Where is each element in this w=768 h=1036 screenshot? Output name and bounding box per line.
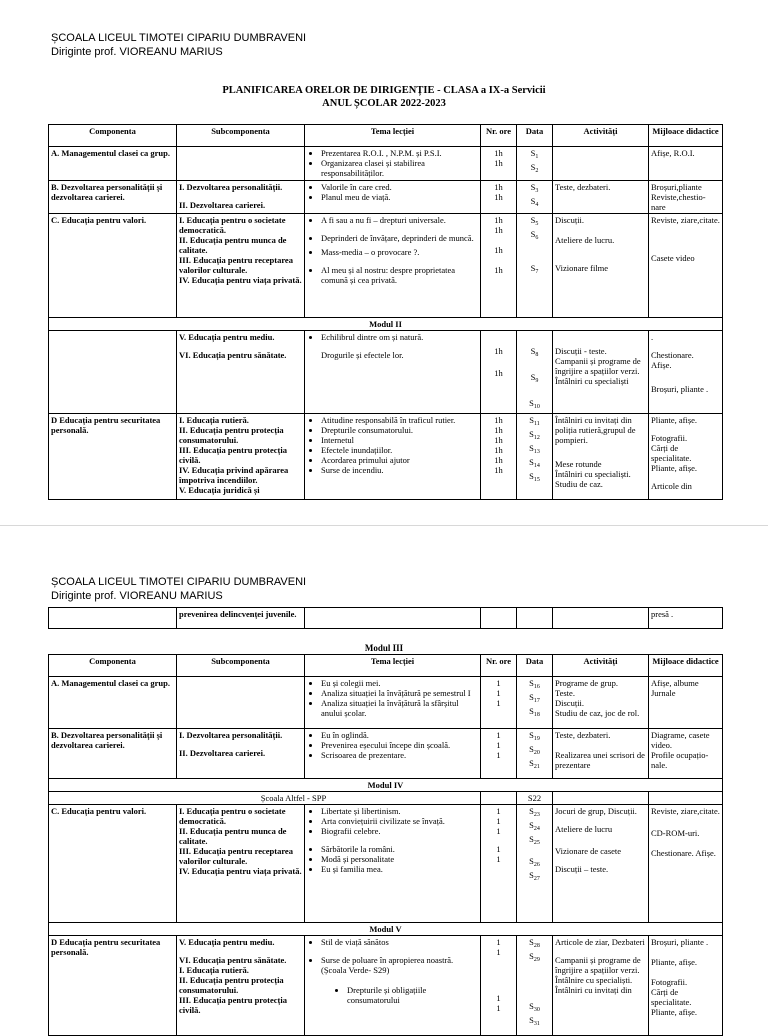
header-data: Data — [517, 655, 553, 677]
activity: Articole de ziar, Dezbateri — [555, 937, 645, 947]
tema-item: • Al meu și al nostru: despre proprietatea comună și cea privată. — [321, 265, 478, 285]
data-cell — [517, 677, 553, 729]
ore-value: 1 — [496, 730, 501, 740]
activity: Discuții. — [555, 215, 585, 225]
school-name: ȘCOALA LICEUL TIMOTEI CIPARIU DUMBRAVENI — [51, 576, 307, 588]
activity: Discuții - teste. — [555, 346, 607, 356]
ore-value: 1h — [494, 225, 503, 235]
ore-value: 1 — [496, 993, 501, 1003]
activity: Întâlniri cu specialiști. — [555, 469, 631, 479]
resource: CD-ROM-uri. — [651, 828, 700, 838]
tema-item: • Stil de viață sănătos — [321, 937, 478, 947]
module-3-title: Modul III — [364, 643, 404, 653]
ore-cell — [481, 936, 517, 1036]
ore-value: 1h — [494, 445, 503, 455]
sub-item: II. Educația pentru munca de calitate. — [179, 235, 287, 255]
sub-item: II. Educația pentru protecția consumatorului. — [179, 975, 284, 995]
week-value: $S_{28}$ — [529, 937, 540, 949]
resource: Profile ocupațio-nale. — [651, 750, 709, 770]
document-title: PLANIFICAREA ORELOR DE DIRIGENȚIE - CLASA a IX-a Servicii — [222, 85, 546, 96]
tema-item: • Eu și familia mea. — [321, 864, 478, 874]
tema-cell — [305, 181, 481, 214]
componenta-cell: A. Managementul clasei ca grup. — [49, 677, 177, 729]
planning-table-1 — [48, 124, 723, 500]
module-row — [49, 318, 723, 331]
subcomponenta-cell: prevenirea delincvenței juvenile. — [177, 608, 305, 629]
sub-item: IV. Educația pentru viața privată. — [179, 866, 302, 876]
week-value: $S_{13}$ — [529, 443, 540, 455]
resource: Chestionare. — [651, 350, 694, 360]
tema-item: • Libertate și libertinism. — [321, 806, 478, 816]
activitati-cell — [553, 414, 649, 500]
sub-item: II. Educația pentru munca de calitate. — [179, 826, 287, 846]
resource: Fotografii. — [651, 433, 688, 443]
tema-item: • Organizarea clasei și stabilirea responsabilităților. — [321, 158, 478, 178]
data-cell — [517, 214, 553, 318]
data-cell — [517, 805, 553, 923]
resource: Reviste, ziare,citate. — [651, 215, 720, 225]
ore-value: 1h — [494, 245, 503, 255]
mijloace-cell: Broșuri,pliante Reviste,chestio-nare — [649, 181, 723, 214]
table-row — [49, 792, 723, 805]
activitati-cell — [553, 805, 649, 923]
sub-item: V. Educația pentru mediu. — [179, 332, 275, 342]
ore-value: 1h — [494, 148, 503, 158]
tema-cell — [305, 729, 481, 779]
activitati-cell — [553, 147, 649, 181]
resource: . — [651, 332, 654, 342]
teacher-name: Diriginte prof. VIOREANU MARIUS — [51, 46, 223, 58]
subcomponenta-cell — [177, 805, 305, 923]
tema-item: • Drepturile consumatorului. — [321, 425, 478, 435]
sub-item: V. Educația pentru mediu. — [179, 937, 275, 947]
componenta-cell: D Educația pentru securitatea personală. — [49, 414, 177, 500]
week-value: $S_{20}$ — [529, 744, 540, 756]
sub-item: IV. Educația pentru viața privată. — [179, 275, 302, 285]
tema-item: • Internetul — [321, 435, 478, 445]
tema-item: • Efectele inundațiilor. — [321, 445, 478, 455]
resource: Afișe. — [651, 360, 672, 370]
activity: Întâlniri cu invitați din poliția rutieră,grupul de pompieri. — [555, 415, 636, 445]
table-header-row — [49, 655, 723, 677]
subcomponenta-cell — [177, 181, 305, 214]
table-row — [49, 936, 723, 1036]
mijloace-cell — [649, 214, 723, 318]
sub-item: III. Educația pentru receptarea valorilor culturale. — [179, 255, 293, 275]
subcomponenta-cell — [177, 677, 305, 729]
sub-item: II. Dezvoltarea carierei. — [179, 748, 266, 758]
week-value: $S_{17}$ — [529, 692, 540, 704]
ore-value: 1 — [496, 806, 501, 816]
tema-item: • Sărbătorile la români. — [321, 844, 478, 854]
week-value: $S_{16}$ — [529, 678, 540, 690]
resource: Pliante, afișe. — [651, 415, 698, 425]
ore-value: 1 — [496, 826, 501, 836]
componenta-cell: C. Educația pentru valori. — [49, 805, 177, 923]
table-row — [49, 805, 723, 923]
ore-value: 1h — [494, 465, 503, 475]
week-value: $S_{23}$ — [529, 806, 540, 818]
ore-value: 1 — [496, 947, 501, 957]
mijloace-cell: Afișe, R.O.I. — [649, 147, 723, 181]
sub-item: VI. Educația pentru sănătate. — [179, 955, 287, 965]
tema-item: • Arta conviețuirii civilizate se învață. — [321, 816, 478, 826]
componenta-cell: D Educația pentru securitatea personală. — [49, 936, 177, 1036]
activity: Discuții. — [555, 698, 585, 708]
header-data: Data — [517, 125, 553, 147]
tema-item: • Scrisoarea de prezentare. — [321, 750, 478, 760]
tema-item: • Atitudine responsabilă în traficul rutier. — [321, 415, 478, 425]
week-value: $S_{27}$ — [529, 870, 540, 882]
activitati-cell — [553, 331, 649, 414]
week-value: $S_6$ — [530, 229, 539, 241]
data-cell — [517, 181, 553, 214]
activity: Jocuri de grup, Discuții. — [555, 806, 637, 816]
data-cell — [517, 414, 553, 500]
mijloace-cell — [649, 936, 723, 1036]
ore-value: 1 — [496, 740, 501, 750]
activitati-cell — [553, 792, 649, 805]
activity: Studiu de caz. — [555, 479, 603, 489]
tema-item: • Prezentarea R.O.I. , N.P.M. și P.S.I. — [321, 148, 478, 158]
ore-value: 1 — [496, 937, 501, 947]
tema-item: • Mass-media – o provocare ?. — [321, 247, 478, 257]
ore-value: 1h — [494, 435, 503, 445]
module-row — [49, 779, 723, 792]
activity: Realizarea unei scrisori de prezentare — [555, 750, 645, 770]
mijloace-cell — [649, 792, 723, 805]
sub-item: IV. Educația privind apărarea împotriva incendiilor. — [179, 465, 289, 485]
sub-item: II. Dezvoltarea carierei. — [179, 200, 266, 210]
header-componenta: Componenta — [49, 125, 177, 147]
week-value: $S_{30}$ — [529, 1001, 540, 1013]
mijloace-cell — [649, 414, 723, 500]
tema-item: Drogurile și efectele lor. — [321, 350, 404, 360]
resource: Articole din — [651, 481, 692, 491]
teacher-name: Diriginte prof. VIOREANU MARIUS — [51, 590, 223, 602]
ore-value: 1h — [494, 192, 503, 202]
tema-cell — [305, 936, 481, 1036]
tema-item: • Acordarea primului ajutor — [321, 455, 478, 465]
header-activitati: Activități — [553, 125, 649, 147]
ore-cell — [481, 608, 517, 629]
tema-cell — [305, 331, 481, 414]
tema-item: • Echilibrul dintre om și natură. — [321, 332, 478, 342]
school-year: ANUL ȘCOLAR 2022-2023 — [322, 98, 446, 109]
ore-value: 1 — [496, 816, 501, 826]
sub-item: VI. Educația pentru sănătate. — [179, 350, 287, 360]
data-cell: S22 — [517, 792, 553, 805]
ore-value: 1 — [496, 1003, 501, 1013]
week-value: $S_8$ — [530, 346, 539, 358]
componenta-cell — [49, 331, 177, 414]
ore-cell — [481, 181, 517, 214]
resource: Cărți de specialitate. — [651, 443, 692, 463]
sub-item: III. Educația pentru protecția civilă. — [179, 995, 287, 1015]
activity: Teste. — [555, 688, 575, 698]
activity: Întâlnire cu specialiști. — [555, 975, 633, 985]
ore-cell — [481, 414, 517, 500]
table-row — [49, 214, 723, 318]
tema-cell — [305, 414, 481, 500]
ore-value: 1h — [494, 346, 503, 356]
activity: Campanii și programe de îngrijire a spațiilor verzi. — [555, 356, 641, 376]
tema-cell — [305, 214, 481, 318]
activitati-cell — [553, 936, 649, 1036]
week-value: $S_{12}$ — [529, 429, 540, 441]
sub-item: I. Dezvoltarea personalității. — [179, 730, 283, 740]
ore-value: 1 — [496, 688, 501, 698]
sub-item: I. Educația rutieră. — [179, 965, 249, 975]
tema-item: • Surse de incendiu. — [321, 465, 478, 475]
week-value: $S_{15}$ — [529, 471, 540, 483]
ore-cell — [481, 147, 517, 181]
activity: Campanii și programe de îngrijire a spațiilor verzi. — [555, 955, 641, 975]
activity: Studiu de caz, joc de rol. — [555, 708, 640, 718]
header-mijloace: Mijloace didactice — [649, 125, 723, 147]
ore-value: 1h — [494, 415, 503, 425]
ore-cell — [481, 214, 517, 318]
week-value: $S_{11}$ — [529, 415, 540, 427]
subcomponenta-cell — [177, 414, 305, 500]
week-value: $S_{21}$ — [529, 758, 540, 770]
mijloace-cell: Afișe, albume Jurnale — [649, 677, 723, 729]
week-value: $S_7$ — [530, 263, 539, 275]
sub-item: II. Educația pentru protecția consumatorului. — [179, 425, 284, 445]
mijloace-cell: presă . — [649, 608, 723, 629]
tema-item: • Analiza situației la învățătură la sfârșitul anului școlar. — [321, 698, 478, 718]
sub-item: III. Educația pentru receptarea valorilor culturale. — [179, 846, 293, 866]
week-value: $S_3$ — [530, 182, 539, 194]
tema-item: • Deprinderi de învățare, deprinderi de muncă. — [321, 233, 478, 243]
ore-cell — [481, 792, 517, 805]
week-value: $S_9$ — [530, 372, 539, 384]
tema-cell — [305, 805, 481, 923]
componenta-cell: B. Dezvoltarea personalității și dezvoltarea carierei. — [49, 181, 177, 214]
activitati-cell — [553, 729, 649, 779]
activitati-cell — [553, 214, 649, 318]
table-row — [49, 331, 723, 414]
module-title: Modul IV — [49, 779, 723, 792]
week-value: $S_{25}$ — [529, 834, 540, 846]
subcomponenta-cell — [177, 214, 305, 318]
header-tema: Tema lecției — [305, 125, 481, 147]
componenta-cell: C. Educația pentru valori. — [49, 214, 177, 318]
sub-item: I. Educația rutieră. — [179, 415, 249, 425]
data-cell — [517, 608, 553, 629]
table-row — [49, 147, 723, 181]
header-nr-ore: Nr. ore — [481, 125, 517, 147]
ore-value: 1 — [496, 854, 501, 864]
table-row — [49, 729, 723, 779]
table-row — [49, 181, 723, 214]
tema-item: • Eu în oglindă. — [321, 730, 478, 740]
week-value: $S_5$ — [530, 215, 539, 227]
week-value: $S_4$ — [530, 196, 539, 208]
componenta-cell — [49, 608, 177, 629]
tema-item: • Drepturile și obligațiile consumatorului — [347, 985, 478, 1005]
resource: Pliante, afișe. — [651, 463, 698, 473]
activity: Întâlniri cu invitați din — [555, 985, 632, 995]
data-cell — [517, 936, 553, 1036]
week-value: $S_{29}$ — [529, 951, 540, 963]
subcomponenta-cell — [177, 147, 305, 181]
school-name: ȘCOALA LICEUL TIMOTEI CIPARIU DUMBRAVENI — [51, 32, 307, 44]
ore-value: 1 — [496, 844, 501, 854]
module-title: Modul V — [49, 923, 723, 936]
activity: Teste, dezbateri. — [555, 730, 611, 740]
ore-value: 1 — [496, 750, 501, 760]
ore-value: 1 — [496, 678, 501, 688]
tema-item: • Surse de poluare în apropierea noastră.(Școala Verde- S29) — [321, 955, 478, 975]
ore-cell — [481, 729, 517, 779]
week-value: $S_{14}$ — [529, 457, 540, 469]
week-value: $S_{19}$ — [529, 730, 540, 742]
continuation-table — [48, 607, 723, 629]
table-row — [49, 677, 723, 729]
sub-item: I. Dezvoltarea personalității. — [179, 182, 283, 192]
ore-value: 1h — [494, 368, 503, 378]
resource: Diagrame, casete video. — [651, 730, 710, 750]
week-value: $S_2$ — [530, 162, 539, 174]
componenta-cell: B. Dezvoltarea personalității și dezvoltarea carierei. — [49, 729, 177, 779]
mijloace-cell — [649, 729, 723, 779]
sub-item: V. Educația juridică și — [179, 485, 260, 495]
ore-cell — [481, 677, 517, 729]
tema-item: • Analiza situației la învățătură pe semestrul I — [321, 688, 478, 698]
tema-item: • Eu și colegii mei. — [321, 678, 478, 688]
tema-item: • Valorile în care cred. — [321, 182, 478, 192]
resource: Cărți de specialitate. — [651, 987, 692, 1007]
ore-value: 1h — [494, 182, 503, 192]
activity: Întâlniri cu specialiști — [555, 376, 629, 386]
subcomponenta-cell — [177, 729, 305, 779]
ore-value: 1h — [494, 265, 503, 275]
activitati-cell — [553, 677, 649, 729]
table-header-row — [49, 125, 723, 147]
tema-item: • Biografii celebre. — [321, 826, 478, 836]
header-nr-ore: Nr. ore — [481, 655, 517, 677]
data-cell — [517, 331, 553, 414]
data-cell — [517, 147, 553, 181]
tema-item: • A fi sau a nu fi – drepturi universale. — [321, 215, 478, 225]
activity: Ateliere de lucru. — [555, 235, 615, 245]
subcomponenta-cell — [177, 936, 305, 1036]
table-row — [49, 414, 723, 500]
week-value: $S_{10}$ — [529, 398, 540, 410]
data-cell — [517, 729, 553, 779]
ore-value: 1h — [494, 158, 503, 168]
header-subcomponenta: Subcomponenta — [177, 655, 305, 677]
ore-value: 1h — [494, 215, 503, 225]
tema-item: • Prevenirea eșecului începe din școală. — [321, 740, 478, 750]
ore-cell — [481, 805, 517, 923]
mijloace-cell — [649, 805, 723, 923]
componenta-cell: A. Managementul clasei ca grup. — [49, 147, 177, 181]
week-value: $S_{18}$ — [529, 706, 540, 718]
resource: Pliante, afișe. — [651, 1007, 698, 1017]
activitati-cell — [553, 608, 649, 629]
activity: Ateliere de lucru — [555, 824, 613, 834]
resource: Pliante, afișe. — [651, 957, 698, 967]
tema-item: • Planul meu de viață. — [321, 192, 478, 202]
module-row — [49, 923, 723, 936]
subcomponenta-cell — [177, 331, 305, 414]
table-row — [49, 608, 723, 629]
activity: Programe de grup. — [555, 678, 619, 688]
sub-item: III. Educația pentru protecția civilă. — [179, 445, 287, 465]
tema-cell — [305, 608, 481, 629]
week-value: $S_{24}$ — [529, 820, 540, 832]
activity: Mese rotunde — [555, 459, 602, 469]
sub-item: I. Educația pentru o societate democratică. — [179, 215, 286, 235]
school-altfel-cell: Școala Altfel - SPP — [49, 792, 481, 805]
week-value: $S_{31}$ — [529, 1015, 540, 1027]
activitati-cell: Teste, dezbateri. — [553, 181, 649, 214]
sub-item: I. Educația pentru o societate democratică. — [179, 806, 286, 826]
ore-value: 1h — [494, 455, 503, 465]
page-2 — [0, 525, 768, 1025]
activity: Vizionare de casete — [555, 846, 622, 856]
resource: Broșuri, pliante . — [651, 384, 709, 394]
resource: Broșuri, pliante . — [651, 937, 709, 947]
ore-value: 1h — [494, 425, 503, 435]
ore-value: 1 — [496, 698, 501, 708]
resource: Casete video — [651, 253, 695, 263]
planning-table-2 — [48, 654, 723, 1036]
module-title: Modul II — [49, 318, 723, 331]
tema-cell — [305, 147, 481, 181]
tema-item: • Modă și personalitate — [321, 854, 478, 864]
header-tema: Tema lecției — [305, 655, 481, 677]
resource: Reviste, ziare,citate. — [651, 806, 720, 816]
week-value: $S_{26}$ — [529, 856, 540, 868]
header-componenta: Componenta — [49, 655, 177, 677]
header-subcomponenta: Subcomponenta — [177, 125, 305, 147]
mijloace-cell — [649, 331, 723, 414]
activity: Discuții – teste. — [555, 864, 609, 874]
ore-cell — [481, 331, 517, 414]
resource: Fotografii. — [651, 977, 688, 987]
header-activitati: Activități — [553, 655, 649, 677]
header-mijloace: Mijloace didactice — [649, 655, 723, 677]
tema-cell — [305, 677, 481, 729]
resource: Chestionare. Afișe. — [651, 848, 716, 858]
week-value: $S_1$ — [530, 148, 539, 160]
activity: Vizionare filme — [555, 263, 609, 273]
